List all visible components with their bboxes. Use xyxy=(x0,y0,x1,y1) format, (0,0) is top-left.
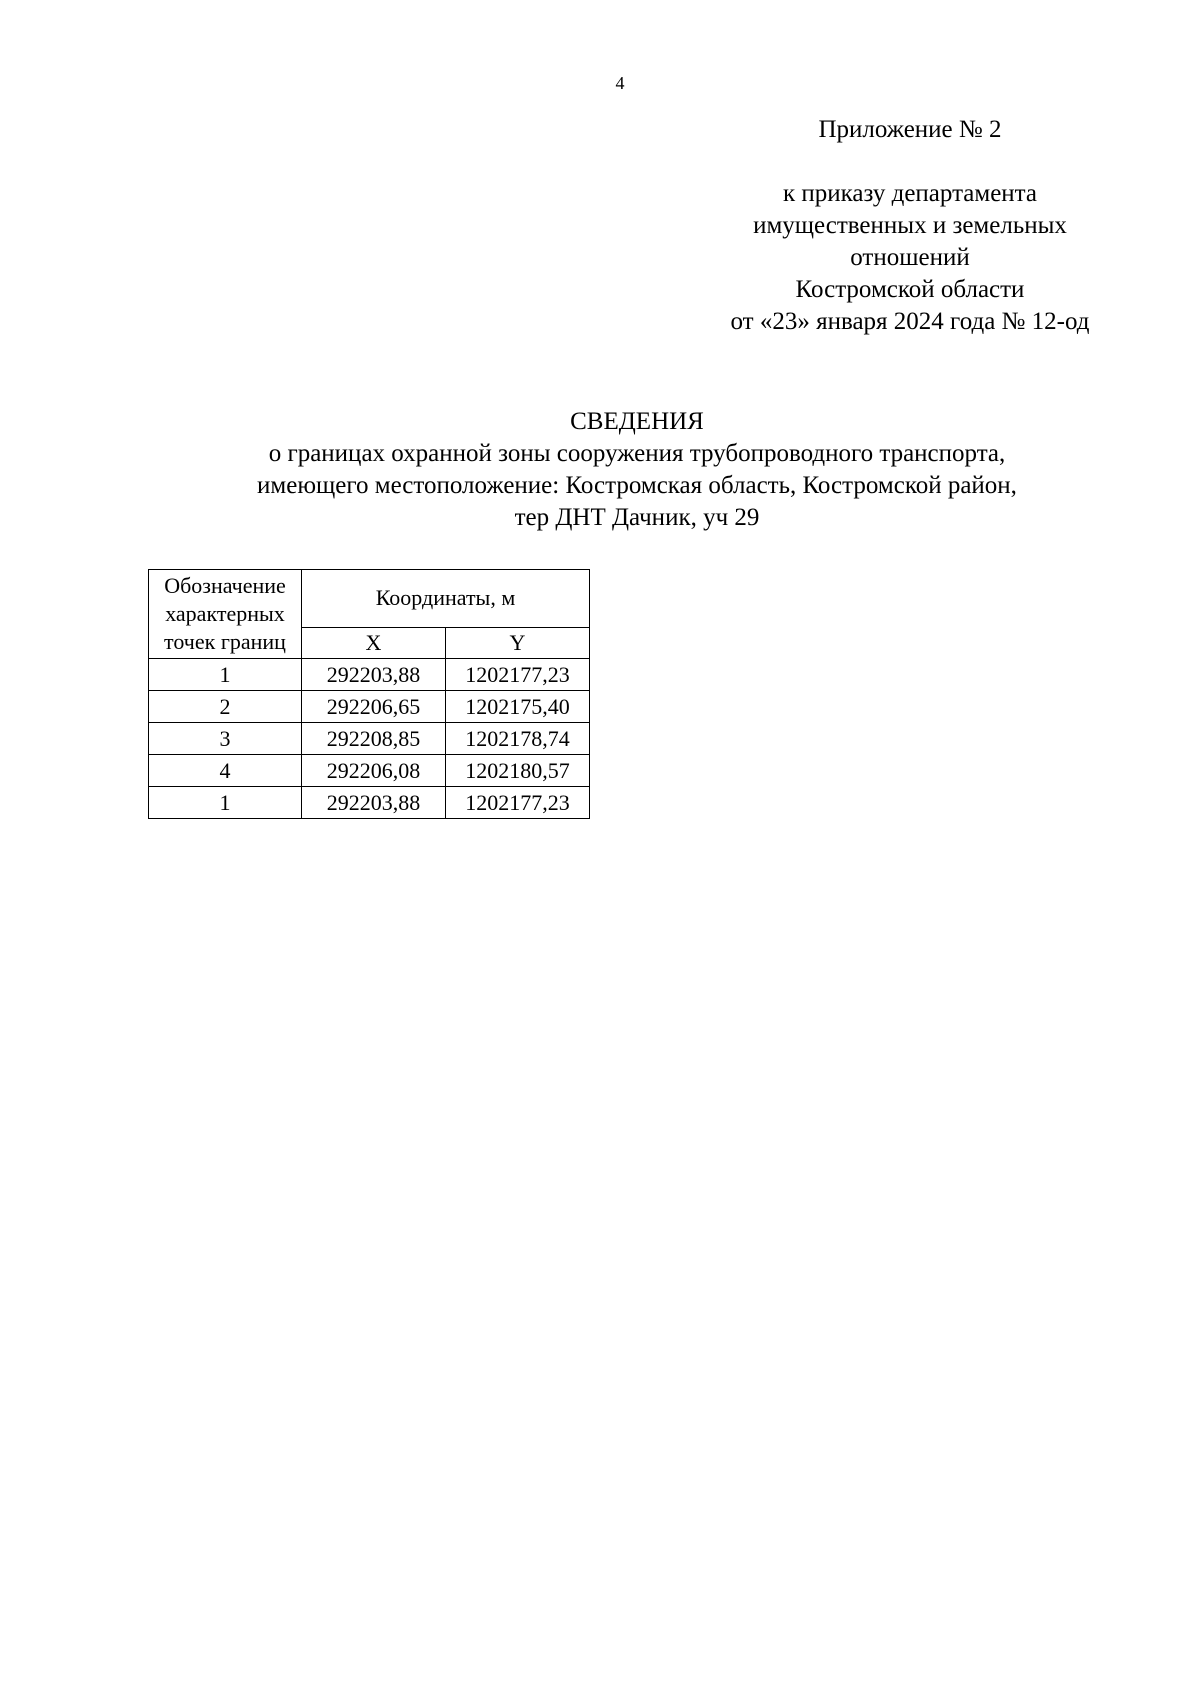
table-row xyxy=(149,787,590,819)
document-subtitle-line-2: имеющего местоположение: Костромская область, Костромской район, xyxy=(257,472,1017,499)
appendix-line-1: к приказу департамента xyxy=(782,180,1038,207)
cell-point: 3 xyxy=(149,723,302,755)
cell-y: 1202175,40 xyxy=(446,691,590,723)
header-designation-line-2: характерных xyxy=(165,601,285,626)
cell-y: 1202177,23 xyxy=(446,787,590,819)
cell-x: 292203,88 xyxy=(302,659,446,691)
document-subtitle-line-3: тер ДНТ Дачник, уч 29 xyxy=(514,504,760,531)
page-number: 4 xyxy=(615,73,625,93)
cell-x: 292206,08 xyxy=(302,755,446,787)
table-row xyxy=(149,691,590,723)
cell-point: 1 xyxy=(149,787,302,819)
header-coordinates: Координаты, м xyxy=(302,570,590,628)
appendix-line-4: Костромской области xyxy=(795,276,1025,303)
appendix-title: Приложение № 2 xyxy=(818,116,1002,143)
appendix-line-3: отношений xyxy=(850,244,970,271)
header-designation-line-1: Обозначение xyxy=(164,573,286,598)
appendix-spacer xyxy=(660,146,1160,178)
cell-point: 2 xyxy=(149,691,302,723)
document-heading: СВЕДЕНИЯ xyxy=(570,408,704,435)
cell-y: 1202178,74 xyxy=(446,723,590,755)
cell-x: 292206,65 xyxy=(302,691,446,723)
header-designation-line-3: точек границ xyxy=(164,629,286,654)
coordinates-table xyxy=(148,569,590,819)
table-row xyxy=(149,723,590,755)
document-subtitle-line-1: о границах охранной зоны сооружения трубопроводного транспорта, xyxy=(268,440,1006,467)
cell-y: 1202180,57 xyxy=(446,755,590,787)
cell-point: 4 xyxy=(149,755,302,787)
cell-x: 292208,85 xyxy=(302,723,446,755)
appendix-line-2: имущественных и земельных xyxy=(753,212,1067,239)
appendix-block xyxy=(660,114,1160,338)
cell-point: 1 xyxy=(149,659,302,691)
header-designation xyxy=(149,570,302,659)
document-title-block xyxy=(120,406,1154,534)
cell-x: 292203,88 xyxy=(302,787,446,819)
header-y: Y xyxy=(446,627,590,658)
appendix-line-5: от «23» января 2024 года № 12-од xyxy=(730,308,1090,335)
table-row xyxy=(149,659,590,691)
header-x: X xyxy=(302,627,446,658)
table-row xyxy=(149,755,590,787)
cell-y: 1202177,23 xyxy=(446,659,590,691)
